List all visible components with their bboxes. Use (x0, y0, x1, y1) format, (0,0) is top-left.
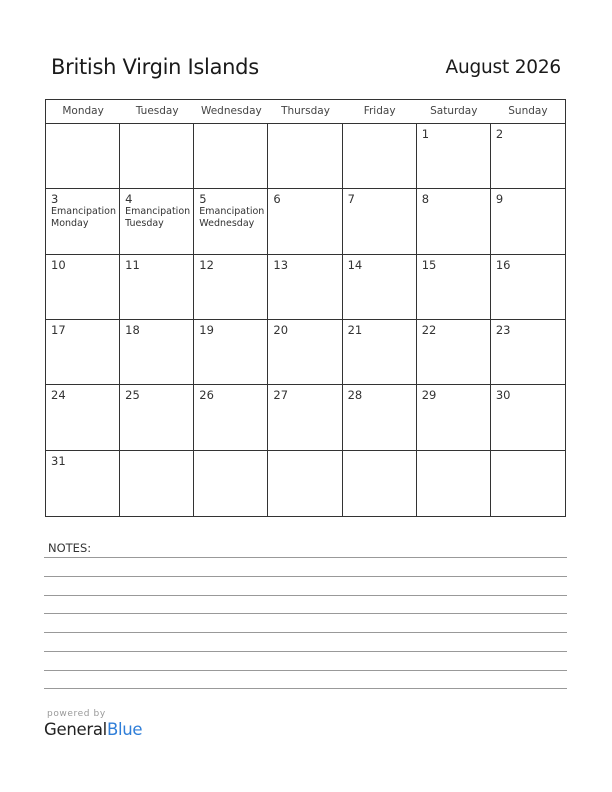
day-number: 22 (421, 323, 437, 337)
day-number: 1 (421, 127, 430, 141)
calendar-day-cell (343, 124, 417, 189)
calendar-day-cell (491, 385, 565, 450)
calendar-day-cell (46, 189, 120, 254)
note-line (44, 651, 567, 652)
calendar-day-cell (343, 451, 417, 516)
calendar-day-cell (268, 255, 342, 320)
calendar-day-cell (268, 320, 342, 385)
day-number: 14 (347, 257, 363, 272)
day-number: 7 (347, 192, 355, 207)
calendar-day-cell (194, 124, 268, 189)
calendar-day-cell (120, 255, 194, 320)
day-number: 6 (273, 192, 281, 207)
holiday-label: Emancipation Monday (51, 206, 117, 230)
weekday-label: Tuesday (135, 105, 179, 117)
calendar-day-cell (194, 189, 268, 254)
day-number: 31 (51, 453, 66, 468)
day-number: 25 (125, 388, 140, 403)
day-number: 23 (495, 323, 511, 337)
weekday-label: Monday (62, 105, 104, 117)
day-number: 17 (51, 323, 66, 337)
calendar-day-cell (46, 385, 120, 450)
day-number: 8 (421, 192, 430, 207)
calendar-day-cell (491, 320, 565, 385)
day-number: 2 (495, 127, 504, 141)
calendar-day-cell (491, 189, 565, 254)
calendar-country-title: British Virgin Islands (51, 55, 259, 79)
calendar-day-cell (491, 451, 565, 516)
holiday-label: Emancipation Wednesday (199, 206, 265, 230)
calendar-day-cell (417, 189, 491, 254)
note-line (44, 632, 567, 633)
notes-label: NOTES: (48, 541, 92, 555)
weekday-header-row (46, 100, 565, 124)
day-number: 20 (273, 323, 289, 337)
calendar-day-cell (46, 451, 120, 516)
day-number: 26 (199, 388, 214, 403)
day-number: 13 (273, 257, 289, 272)
weekday-label: Wednesday (200, 105, 262, 117)
day-number: 9 (495, 192, 504, 207)
weekday-label: Friday (363, 105, 396, 117)
calendar-day-cell (120, 385, 194, 450)
day-number: 29 (421, 388, 437, 403)
calendar-day-cell (268, 385, 342, 450)
note-line (44, 670, 567, 671)
calendar-day-cell (343, 255, 417, 320)
calendar-day-cell (46, 255, 120, 320)
calendar-day-cell (194, 255, 268, 320)
weekday-label: Sunday (508, 105, 548, 117)
weekday-label: Saturday (430, 105, 478, 117)
calendar-day-cell (268, 189, 342, 254)
powered-by-text: powered by (47, 709, 106, 719)
calendar-day-cell (343, 385, 417, 450)
day-number: 10 (51, 257, 66, 272)
generalblue-logo[interactable] (44, 720, 142, 739)
day-number: 15 (421, 257, 437, 272)
calendar-day-cell (417, 451, 491, 516)
calendar-day-cell (268, 124, 342, 189)
day-number: 3 (51, 192, 59, 207)
calendar-month-title: August 2026 (445, 57, 561, 78)
holiday-label: Emancipation Tuesday (125, 206, 191, 230)
calendar-day-cell (491, 255, 565, 320)
calendar-day-cell (417, 320, 491, 385)
calendar-body (46, 124, 565, 516)
day-number: 16 (495, 257, 511, 272)
day-number: 12 (199, 257, 214, 272)
day-number: 30 (495, 388, 511, 403)
day-number: 5 (199, 192, 207, 207)
day-number: 18 (125, 323, 140, 337)
note-line (44, 557, 567, 558)
calendar-day-cell (491, 124, 565, 189)
day-number: 19 (199, 323, 214, 337)
calendar-grid (45, 99, 566, 517)
calendar-day-cell (120, 124, 194, 189)
brand-name-part2: Blue (106, 720, 143, 739)
calendar-day-cell (46, 320, 120, 385)
calendar-day-cell (194, 320, 268, 385)
weekday-label: Thursday (281, 105, 330, 117)
day-number: 27 (273, 388, 289, 403)
calendar-day-cell (268, 451, 342, 516)
calendar-day-cell (417, 255, 491, 320)
day-number: 28 (347, 388, 363, 403)
calendar-day-cell (417, 124, 491, 189)
day-number: 21 (347, 323, 363, 337)
day-number: 4 (125, 192, 133, 207)
day-number: 24 (51, 388, 66, 403)
brand-name-part1: General (44, 720, 107, 739)
note-line (44, 595, 567, 596)
calendar-day-cell (120, 320, 194, 385)
calendar-day-cell (343, 189, 417, 254)
calendar-day-cell (194, 451, 268, 516)
calendar-day-cell (343, 320, 417, 385)
day-number: 11 (125, 257, 140, 272)
calendar-day-cell (194, 385, 268, 450)
calendar-day-cell (120, 451, 194, 516)
note-line (44, 576, 567, 577)
calendar-day-cell (120, 189, 194, 254)
calendar-day-cell (46, 124, 120, 189)
note-line (44, 613, 567, 614)
calendar-day-cell (417, 385, 491, 450)
note-line (44, 688, 567, 689)
